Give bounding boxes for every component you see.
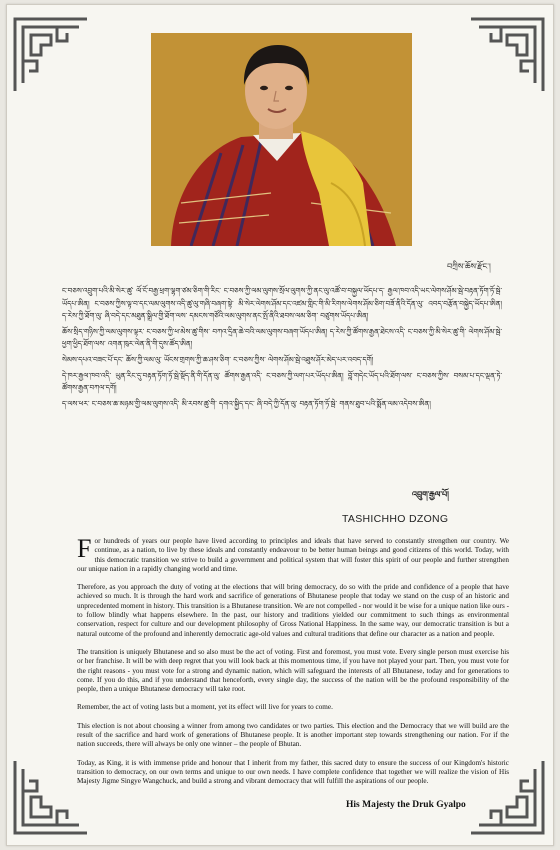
- english-message: [77, 534, 509, 796]
- paragraph: Today, as King, it is with immense pride and honour that I inherit from my father, this sacred duty to ensure the success of our Kingdom's historic transition to democracy, on our own terms and unique to our own needs. I have complete confidence that together we will realize the vision of His Majesty Jigme Singye Wangchuck, and build a strong and vibrant democracy that will fulfill the aspirations of our people.: [77, 758, 509, 786]
- tibetan-message: [62, 285, 502, 413]
- place-heading: TASHICHHO DZONG: [342, 513, 449, 525]
- paragraph: Therefore, as you approach the duty of voting at the elections that will bring democracy, do so with the pride and confidence of a people that have achieved so much. It is through the hard work and sacrifice of generations of Bhutanese people that today we stand on the cusp of an historic and unprecedented moment in history. This transition is a Bhutanese transition. We are not compelled - nor would it be wise for a unique nation like ours - to follow blindly what happens elsewhere. In the past, our history and traditions yielded our commitment to such things as environmental conservation, respect for culture and our development philosophy of Gross National Happiness. In the same way, our democratic transition is but a natural outcome of the profound and inherently democratic age-old values and cultural traditions that define our character as a nation and people.: [77, 583, 509, 638]
- tibetan-paragraph: དེ་ཁར་རྒྱལ་ཁབ་འདི་ ཡུན་རིང་དུ་བརྟན་ཏོག་ཏོ་སྦེ་སྡོད་ནི་གི་དོན་ལུ་ ཚོགས་རྒྱན་འདི་ ང་བཅས་ཀྱི་ལག་པར་ཡོདཔ་ཨིན། བློ་གདེང་ཡོད་པའི་ཐོག་ལས་ ང་བཅས་ཀྱིས་ བསམ་པ་དང་ལྡན་ཏེ་ ཚོགས་རྒྱན་བཀལ་དགོ།: [62, 370, 502, 393]
- signature: His Majesty the Druk Gyalpo: [346, 800, 466, 810]
- tibetan-paragraph: ད་ལས་ཕར་ ང་བཅས་ཆ་མཉམ་གྱི་ལམ་ལུགས་འདི་ མི་རབས་ཚུ་གི་ དགའ་སྐྱིད་དང་ ཞི་བདེ་ཀྱི་དོན་ལུ་ བརྟན་ཏོག་ཏོ་སྦེ་ གནས་ཐུབ་པའི་སྨོན་ལམ་འདེབས་ཨིན།: [62, 398, 431, 408]
- tibetan-paragraph: ཆོས་སྲིད་གཉིས་ཀྱི་ལམ་ལུགས་ལྟར་ ང་བཅས་ཀྱི་ཕ་མེས་ཚུ་གིས་ བཀའ་དྲིན་ཆེ་བའི་ལམ་ལུགས་བཞག་ཡོདཔ་ཨིན། ད་རེས་ཀྱི་ཚོགས་རྒྱན་ཐེངས་འདི་ ང་བཅས་ཀྱི་མི་སེར་ཚུ་གི་ ལེགས་ཤོམ་སྦེ་ ཕྱག་ཕྱིད་ཐོག་ལས་ འགན་ཁུར་ལེན་ནི་གི་དུས་ཚོད་ཨིན།: [62, 326, 502, 349]
- tibetan-king-signature: འབྲུག་རྒྱལ་པོ།: [412, 490, 449, 499]
- tibetan-paragraph: ང་བཅས་འབྲུག་པའི་མི་སེར་ཚུ་ ལོ་ངོ་བརྒྱ་ཕྲག་ལྷག་ཙམ་ཅིག་གི་རིང་ ང་བཅས་ཀྱི་ལམ་ལུགས་སྲོལ་ལུགས་ཀྱི་ནང་ལུ་འཚོ་བ་བསྐྱལ་ཡོདཔ་ད་ རྒྱལ་ཁབ་འདི་ཡང་ལེགས་ཤོམ་སྦེ་བརྟན་ཏོག་ཏོ་སྦེ་ཡོདཔ་ཨིན། ང་བཅས་ཀྱིས་ལྟ་བ་དང་ལམ་ལུགས་འདི་ཚུ་ལུ་གཞི་བཞག་སྟེ་ མི་སེར་ལེགས་ཤོམ་དང་འཛམ་གླིང་གི་མི་རིགས་ལེགས་ཤོམ་ཅིག་བཟོ་ནིའི་དོན་ལུ་ འབད་བརྩོན་བསྐྱེད་ཡོདཔ་ཨིན། ད་རེས་ཀྱི་ཐོག་ལུ་ ཞི་བདེ་དང་མཐུན་སྒྲིལ་གྱི་ཐོག་ལས་ དམངས་གཙོའི་ལམ་ལུགས་ནང་སྤོ་ནིའི་ཐབས་ལམ་ཅིག་ བཙུགས་ཡོདཔ་ཨིན།: [62, 286, 502, 321]
- paragraph-text: or hundreds of years our people have lived according to principles and ideals that have served to constantly strengthen our country. We continue, as a nation, to live by these ideals and constantly endeavour to be better human beings and good citizens of this world. Today, with this democratic transition we strive to build a government and political system that will foster this spirit of our people and further strengthen our unique nation in a rapidly changing world and time.: [77, 537, 509, 573]
- paragraph: The transition is uniquely Bhutanese and so also must be the act of voting. First and foremost, you must vote. Every single person must exercise his or her franchise. It will be with deep regret that you will look back at this momentous time, if you have not played your part. Then, you must vote for the right reasons - you must vote for a strong and dynamic nation, which will safeguard the interests of all Bhutanese, today and for generations to come. If you do this, and if you understand that henceforth, every single day, the success of the nation will be the profound responsibility of the people, then a unique Bhutanese democracy will take root.: [77, 647, 509, 694]
- proclamation-page: [6, 4, 554, 846]
- paragraph: Remember, the act of voting lasts but a moment, yet its effect will live for years to come.: [77, 703, 333, 712]
- paragraph: [77, 534, 509, 574]
- corner-ornament-top-left: [11, 15, 91, 95]
- tibetan-place-signature: བཀྲིས་ཆོས་རྫོང་།: [447, 262, 491, 271]
- paragraph: This election is not about choosing a winner from among two candidates or two parties. This election and the Democracy that we will build are the result of the sacrifice and hard work of generations of Bhutanese people. It is another important step towards strengthening our nation. For if the nation succeeds, there will always be only one winner – the people of Bhutan.: [77, 721, 509, 749]
- tibetan-paragraph: སེམས་དཔའ་བཟང་པོ་དང་ ཆོས་ཀྱི་ལམ་ལུ་ ཡོངས་གྲགས་ཀྱི་ཆ་ཤས་ཅིག་ ང་བཅས་ཀྱིས་ ལེགས་ཤོམ་སྦེ་འཐུས་ཤོར་མེད་པར་འབད་དགོ།: [62, 354, 374, 364]
- drop-cap: F: [77, 534, 92, 563]
- king-portrait: [151, 33, 412, 246]
- corner-ornament-top-right: [467, 15, 547, 95]
